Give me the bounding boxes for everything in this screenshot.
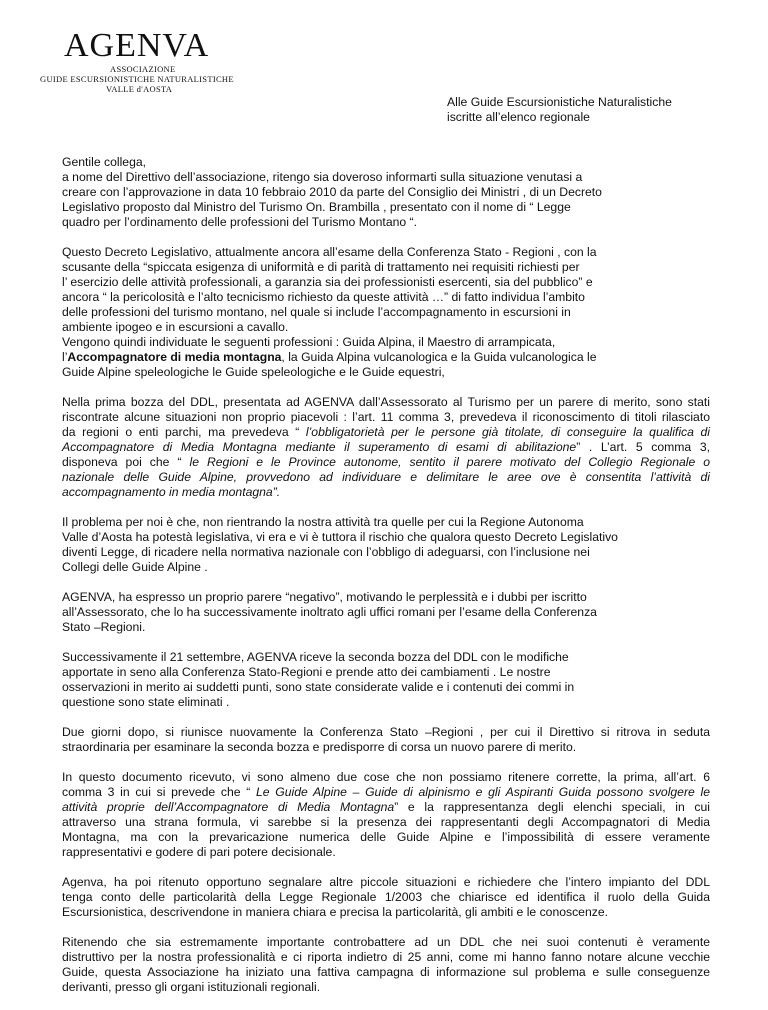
paragraph-meeting: [62, 725, 710, 755]
quoted-text: le Regioni e le Province autonome, sentito il parere motivato del Collegio Regionale o: [189, 455, 710, 469]
paragraph-opinion: [62, 590, 710, 635]
text-line: ambiente ipogeo e in escursioni a cavallo.: [62, 320, 289, 334]
quoted-text: Le Guide Alpine – Guide di alpinismo e gli Aspiranti Guida possono svolgere le: [255, 785, 710, 799]
text-line: Guide Alpine speleologiche le Guide speleologiche e le Guide equestri,: [62, 365, 445, 379]
text-line: Montagna, ma con la prevaricazione numerica delle Guide Alpine e l’impossibilità di essere veramente: [62, 830, 710, 844]
logo-name: AGENVA: [64, 27, 210, 64]
text-run: comma 3 in cui si prevede che “: [62, 785, 256, 799]
text-line: [62, 350, 710, 365]
quoted-text: Accompagnatore di Media Montagna mediante il superamento di esami di abilitazione: [62, 440, 577, 454]
text-line: Ritenendo che sia estremamente importante controbattere ad un DDL che nei suoi contenuti è veramente: [62, 935, 710, 949]
text-line: distruttivo per la nostra professionalità e ci riporta indietro di 25 anni, come mi hanno fanno notare alcune vecchie: [62, 950, 710, 964]
text-line: derivanti, presso gli organi istituzionali regionali.: [62, 980, 321, 994]
text-line: Guide, questa Associazione ha iniziato una fattiva campagna di informazione sul problema e sulle conseguenze: [62, 965, 710, 979]
text-run: ” . L’art. 5 comma 3,: [576, 440, 710, 454]
text-run: ” e la rappresentanza degli elenchi speciali, in cui: [394, 800, 711, 814]
text-line: Nella prima bozza del DDL, presentata ad AGENVA dall’Assessorato al Turismo per un parere di merito, sono stati: [62, 395, 710, 409]
text-line: l’ esercizio delle attività professionali, a garanzia sia dei professionisti esercenti, sia del pubblico” e: [62, 275, 593, 289]
paragraph-regional-law: [62, 875, 710, 920]
text-line: osservazioni in merito ai suddetti punti, sono state considerate valide e i contenuti dei commi in: [62, 680, 575, 694]
text-line: all’Assessorato, che lo ha successivamente inoltrato agli uffici romani per l’esame della Conferenza: [62, 605, 597, 619]
text-line: Collegi delle Guide Alpine .: [62, 560, 208, 574]
text-line: questione sono state eliminati .: [62, 695, 230, 709]
logo-line-1: ASSOCIAZIONE: [110, 64, 176, 74]
text-line: a nome del Direttivo dell’associazione, ritengo sia doveroso informarti sulla situazione venutasi a: [62, 170, 583, 184]
text-line: [62, 485, 710, 500]
paragraph-decree: [62, 245, 710, 380]
paragraph-greeting: [62, 155, 710, 230]
text-line: creare con l’approvazione in data 10 febbraio 2010 da parte del Consiglio dei Ministri , di un Decreto: [62, 185, 602, 199]
text-line: [62, 785, 710, 800]
text-line: Escursionistica, descrivendone in maniera chiara e precisa la particolarità, gli ambiti e le conoscenze.: [62, 905, 608, 919]
logo-line-2: GUIDE ESCURSIONISTICHE NATURALISTICHE: [40, 74, 234, 84]
text-line: Gentile collega,: [62, 155, 147, 169]
text-line: apportate in seno alla Conferenza Stato-Regioni e prende atto dei cambiamenti . Le nostre: [62, 665, 551, 679]
text-line: straordinaria per esaminare la seconda bozza e predisporre di corsa un nuovo parere di merito.: [62, 740, 577, 754]
paragraph-first-draft: [62, 395, 710, 500]
quoted-text: l’obbligatorietà per le persone già titolate, di conseguire la qualifica di: [305, 425, 710, 439]
quoted-text: attività proprie dell’Accompagnatore di Media Montagna: [62, 800, 395, 814]
text-line: diventi Legge, di ricadere nella normativa nazionale con l’obbligo di adeguarsi, con l’inclusione nei: [62, 545, 590, 559]
text-line: quadro per l’ordinamento delle professioni del Turismo Montano “.: [62, 215, 417, 229]
text-line: [62, 455, 710, 470]
text-run: da regioni o enti parchi, ma prevedeva “: [62, 425, 306, 439]
text-line: Due giorni dopo, si riunisce nuovamente la Conferenza Stato –Regioni , per cui il Direttivo si ritrova in seduta: [62, 725, 710, 739]
paragraph-campaign: [62, 935, 710, 995]
quoted-text: accompagnamento in media montagna”.: [62, 485, 281, 499]
text-line: Vengono quindi individuate le seguenti professioni : Guida Alpina, il Maestro di arrampicata,: [62, 335, 556, 349]
bold-term: Accompagnatore di media montagna: [67, 350, 282, 364]
text-line: Stato –Regioni.: [62, 620, 146, 634]
text-line: [62, 470, 710, 485]
logo-subtitle: [40, 64, 240, 94]
text-line: AGENVA, ha espresso un proprio parere “negativo”, motivando le perplessità e i dubbi per iscritto: [62, 590, 587, 604]
text-line: scusante della “spiccata esigenza di uniformità e di parità di trattamento nei requisiti richiesti per: [62, 260, 580, 274]
text-line: Successivamente il 21 settembre, AGENVA riceve la seconda bozza del DDL con le modifiche: [62, 650, 569, 664]
recipient-line: Alle Guide Escursionistiche Naturalistiche: [447, 95, 672, 109]
letter-body: [62, 155, 710, 1010]
text-run: , la Guida Alpina vulcanologica e la Guida vulcanologica le: [281, 350, 597, 364]
text-line: [62, 440, 710, 455]
text-line: tenga conto delle particolarità della Legge Regionale 1/2003 che chiarisce ed identifica il ruolo della Guida: [62, 890, 710, 904]
logo-line-3: VALLE d'AOSTA: [106, 84, 173, 94]
text-line: Questo Decreto Legislativo, attualmente ancora all’esame della Conferenza Stato - Regioni , con la: [62, 245, 597, 259]
paragraph-document: [62, 770, 710, 860]
text-run: l’: [62, 350, 68, 364]
agenva-logo: [40, 28, 240, 94]
text-line: [62, 800, 710, 815]
paragraph-problem: [62, 515, 710, 575]
text-line: ancora “ la pericolosità e l’alto tecnicismo richiesto da queste attività …” di fatto individua l’ambito: [62, 290, 585, 304]
text-line: In questo documento ricevuto, vi sono almeno due cose che non possiamo ritenere corrette, la prima, all’art. 6: [62, 770, 710, 784]
text-line: Agenva, ha poi ritenuto opportuno segnalare altre piccole situazioni e richiedere che l’intero impianto del DDL: [62, 875, 710, 889]
quoted-text: nazionale delle Guide Alpine, provvedono ad individuare e delimitare le aree ove è consentita l’attività di: [62, 470, 710, 484]
text-line: riscontrate alcune situazioni non proprio piacevoli : l’art. 11 comma 3, prevedeva il riconoscimento di titoli rilasciato: [62, 410, 710, 424]
text-line: Il problema per noi è che, non rientrando la nostra attività tra quelle per cui la Regione Autonoma: [62, 515, 584, 529]
text-line: rappresentativi e godere di pari potere decisionale.: [62, 845, 336, 859]
text-run: disponeva poi che “: [62, 455, 190, 469]
recipient-block: [447, 95, 672, 125]
text-line: attraverso una strana formula, vi sarebbe si la presenza dei rappresentanti degli Accompagnatori di Media: [62, 815, 710, 829]
paragraph-second-draft: [62, 650, 710, 710]
text-line: delle professioni del turismo montano, nel quale si include l’accompagnamento in escursioni in: [62, 305, 571, 319]
text-line: Legislativo proposto dal Ministro del Turismo On. Brambilla , presentato con il nome di “ Legge: [62, 200, 571, 214]
text-line: [62, 425, 710, 440]
recipient-line: iscritte all’elenco regionale: [447, 110, 590, 124]
text-line: Valle d’Aosta ha potestà legislativa, vi era e vi è tuttora il rischio che qualora questo Decreto Legislativo: [62, 530, 618, 544]
